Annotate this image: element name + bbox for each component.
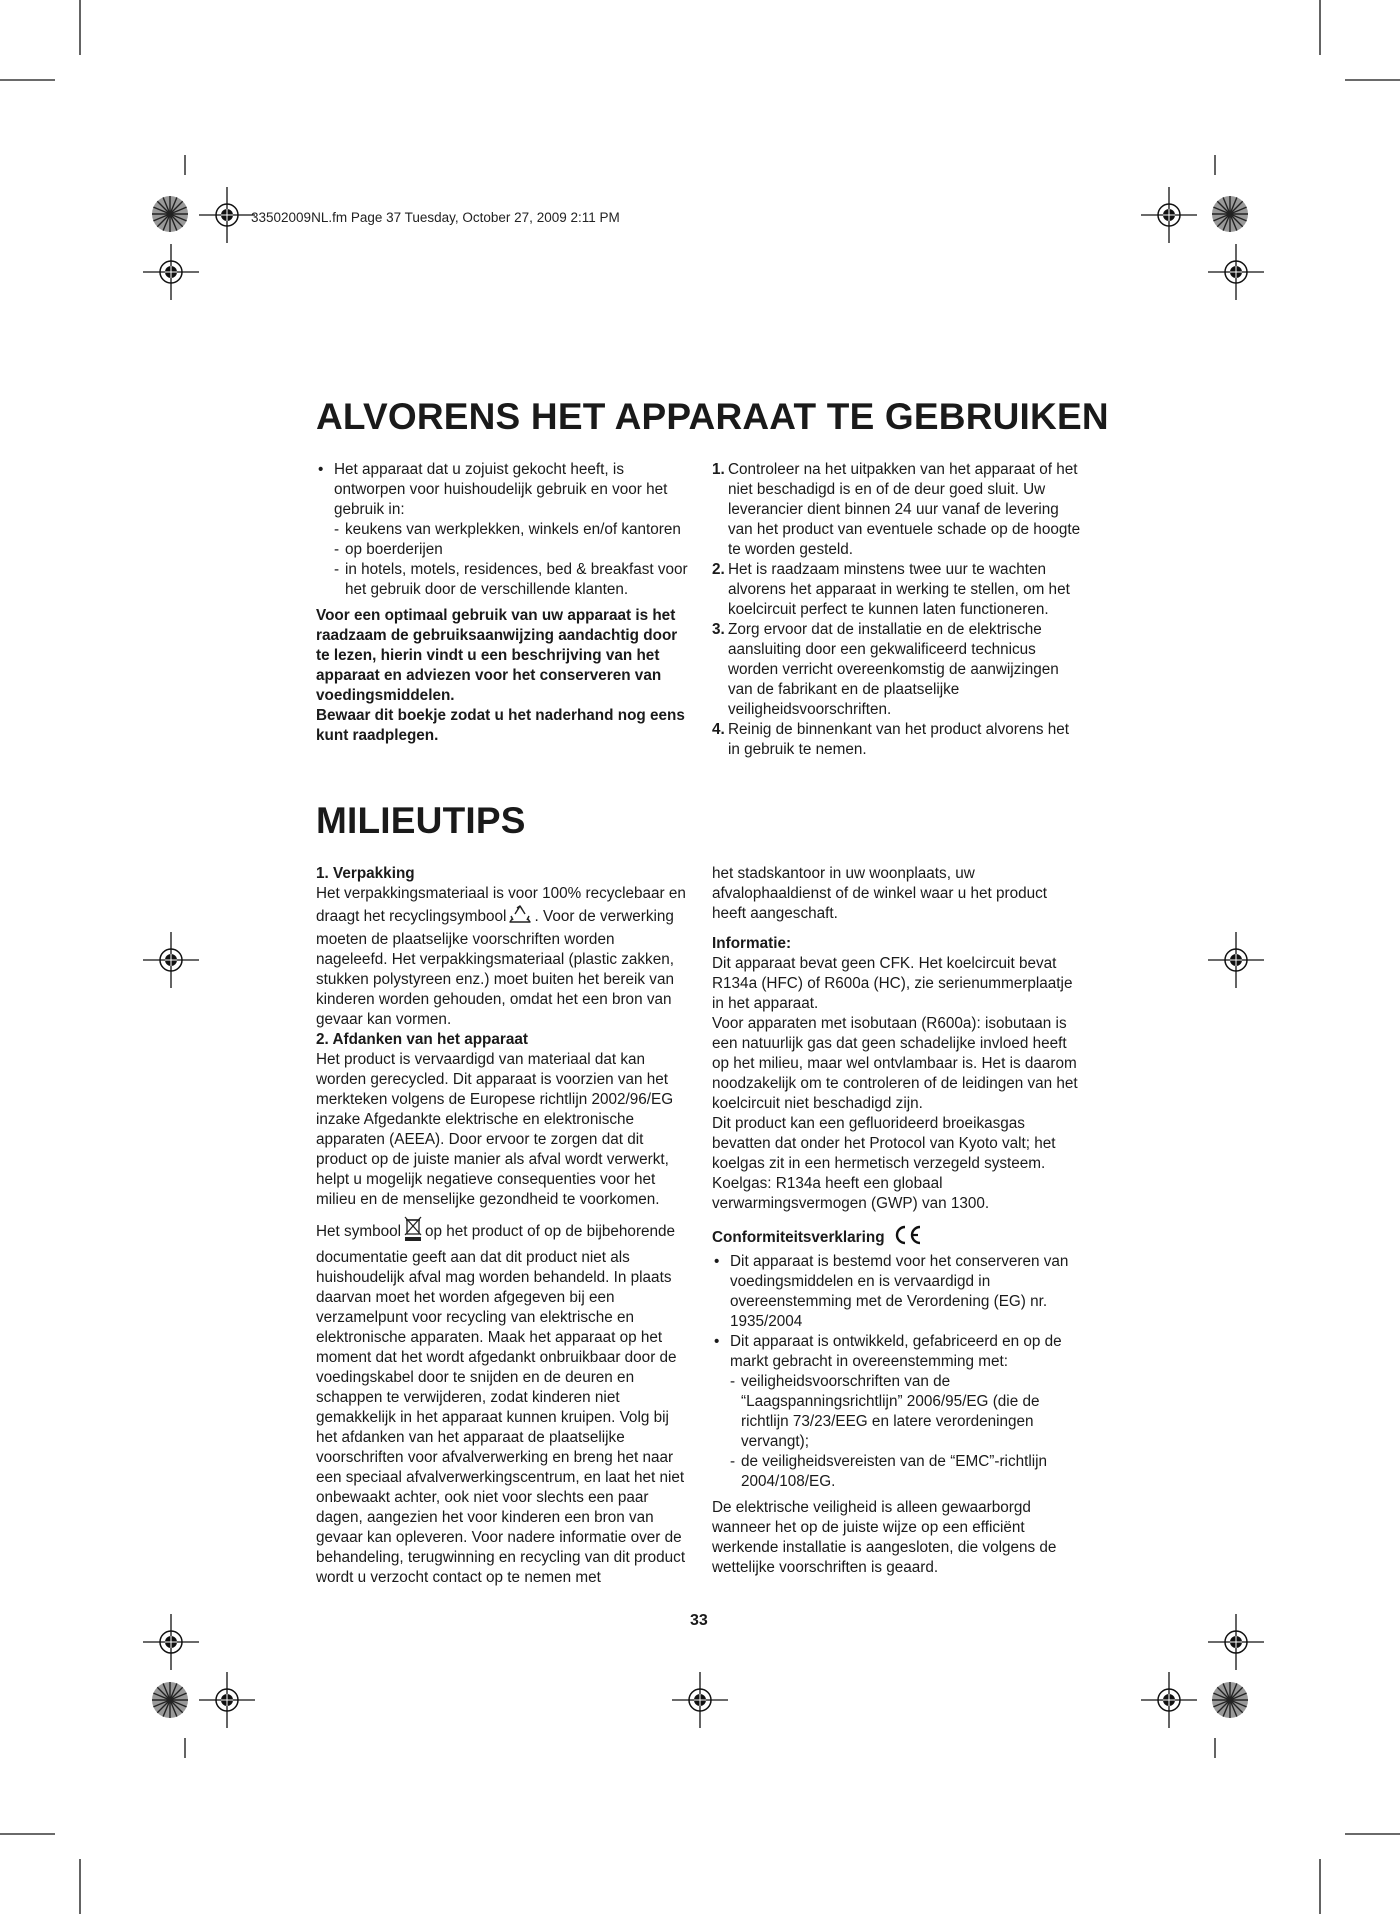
information-line: Dit apparaat bevat geen CFK. Het koelcircuit bevat R134a (HFC) of R600a (HC), zie serienummerplaatje in het apparaat.	[712, 955, 1073, 1012]
check-list-item: 3. Zorg ervoor dat de installatie en de elektrische aansluiting door een gekwalificeerd technicus worden verricht overeenkomstig de aanwijzingen van de fabrikant en de plaatselijke veiligheidsvoorschriften.	[712, 621, 1059, 718]
disposal-continuation: het stadskantoor in uw woonplaats, uw afvalophaaldienst of de winkel waar u het product heeft aangeschaft.	[712, 865, 1048, 922]
section-title-before-use: ALVORENS HET APPARAAT TE GEBRUIKEN	[316, 396, 1109, 437]
packaging-heading: 1. Verpakking	[316, 865, 415, 882]
information-line: Dit product kan een gefluorideerd broeikasgas bevatten dat onder het Protocol van Kyoto valt; het koelgas zit in een hermetisch verzegeld systeem.	[712, 1115, 1056, 1172]
electrical-safety-note: De elektrische veiligheid is alleen gewaarborgd wanneer het op de juiste wijze op een efficiënt werkende installatie is aangesloten, die volgens de wettelijke voorschriften is geaard.	[712, 1499, 1057, 1576]
page-number: 33	[690, 1612, 708, 1629]
disposal-heading: 2. Afdanken van het apparaat	[316, 1031, 528, 1048]
check-list-item: 4. Reinig de binnenkant van het product alvorens het in gebruik te nemen.	[712, 721, 1070, 758]
section1-left-column	[316, 460, 688, 746]
use-sub-item: - keukens van werkplekken, winkels en/of kantoren	[334, 521, 681, 538]
check-list-item: 2. Het is raadzaam minstens twee uur te wachten alvorens het apparaat in werking te stellen, om het koelcircuit perfect te kunnen laten functioneren.	[712, 561, 1070, 618]
information-line: Koelgas: R134a heeft een globaal verwarmingsvermogen (GWP) van 1300.	[712, 1175, 990, 1212]
recycling-icon	[508, 904, 532, 930]
use-sub-item: - in hotels, motels, residences, bed & breakfast voor het gebruik door de verschillende klanten.	[334, 561, 688, 598]
disposal-text: Het product is vervaardigd van materiaal dat kan worden gerecycled. Dit apparaat is voorzien van het merkteken volgens de Europese richtlijn 2002/96/EG inzake Afgedankte elektrische en elektronische apparaten (AEEA). Door ervoor te zorgen dat dit product op de juiste manier als afval wordt verwerkt, helpt u mogelijk negatieve consequenties voor het milieu en de menselijke gezondheid te voorkomen.	[316, 1051, 674, 1208]
conformity-bullet: • Dit apparaat is bestemd voor het conserveren van voedingsmiddelen en is vervaardigd in overeenstemming met de Verordening (EG) nr. 1935/2004	[714, 1253, 1069, 1330]
keep-booklet-note: Bewaar dit boekje zodat u het naderhand nog eens kunt raadplegen.	[316, 707, 685, 744]
intended-use-bullet: • Het apparaat dat u zojuist gekocht heeft, is ontworpen voor huishoudelijk gebruik en voor het gebruik in:	[318, 461, 668, 518]
section1-right-column	[712, 460, 1084, 760]
conformity-heading: Conformiteitsverklaring	[712, 1224, 1084, 1252]
conformity-bullet: • Dit apparaat is ontwikkeld, gefabriceerd en op de markt gebracht in overeenstemming met:	[714, 1333, 1062, 1370]
section2-left-column	[316, 864, 688, 1588]
use-sub-item: - op boerderijen	[334, 541, 443, 558]
information-heading: Informatie:	[712, 935, 792, 952]
packaging-text: Het verpakkingsmateriaal is voor 100% recyclebaar en draagt het recyclingsymbool . Voor de verwerking moeten de plaatselijke voorschriften worden nageleefd. Het verpakkingsmateriaal (plastic zakken, stukken polystyreen enz.) moet buiten het bereik van kinderen worden gehouden, omdat het een bron van gevaar kan vormen.	[316, 885, 686, 1028]
check-list-item: 1. Controleer na het uitpakken van het apparaat of het niet beschadigd is en of de deur goed sluit. Uw leverancier dient binnen 24 uur vanaf de levering van het product van eventuele schade op de hoogte te worden gesteld.	[712, 461, 1081, 558]
conformity-sub-item: - veiligheidsvoorschriften van de “Laagspanningsrichtlijn” 2006/95/EG (die de richtlijn 73/23/EEG en latere verordeningen vervangt);	[730, 1373, 1040, 1450]
conformity-sub-item: - de veiligheidsvereisten van de “EMC”-richtlijn 2004/108/EG.	[730, 1453, 1048, 1490]
section2-right-column	[712, 864, 1084, 1578]
ce-mark-icon	[893, 1224, 923, 1252]
weee-symbol-text: Het symbool op het product of op de bijbehorende documentatie geeft aan dat dit product niet als huishoudelijk afval mag worden behandeld. In plaats daarvan moet het worden afgegeven bij een verzamelpunt voor recycling van elektrische en elektronische apparaten. Maak het apparaat op het moment dat het wordt afgedankt onbruikbaar door de voedingskabel door te snijden en de deuren en schappen te verwijderen, zodat kinderen niet gemakkelijk in het apparaat kunnen kruipen. Volg bij het afdanken van het apparaat de plaatselijke voorschriften voor afvalverwerking en breng het naar een speciaal afvalverwerkingscentrum, en laat het niet onbewaakt achter, ook niet voor slechts een paar dagen, aangezien het voor kinderen een bron van gevaar kan opleveren. Voor nadere informatie over de behandeling, terugwinning en recycling van dit product wordt u verzocht contact op te nemen met	[316, 1216, 688, 1588]
information-line: Voor apparaten met isobutaan (R600a): isobutaan is een natuurlijk gas dat geen schadelijke invloed heeft op het milieu, maar wel ontvlambaar is. Het is daarom noodzakelijk om te controleren of de leidingen van het koelcircuit niet beschadigd zijn.	[712, 1015, 1078, 1112]
file-info-header: 33502009NL.fm Page 37 Tuesday, October 27, 2009 2:11 PM	[251, 210, 620, 225]
crossed-bin-icon	[403, 1216, 423, 1248]
read-instructions-note: Voor een optimaal gebruik van uw apparaat is het raadzaam de gebruiksaanwijzing aandachtig door te lezen, hierin vindt u een beschrijving van het apparaat en adviezen voor het conserveren van voedingsmiddelen.	[316, 607, 678, 704]
section-title-environment-tips: MILIEUTIPS	[316, 800, 526, 841]
